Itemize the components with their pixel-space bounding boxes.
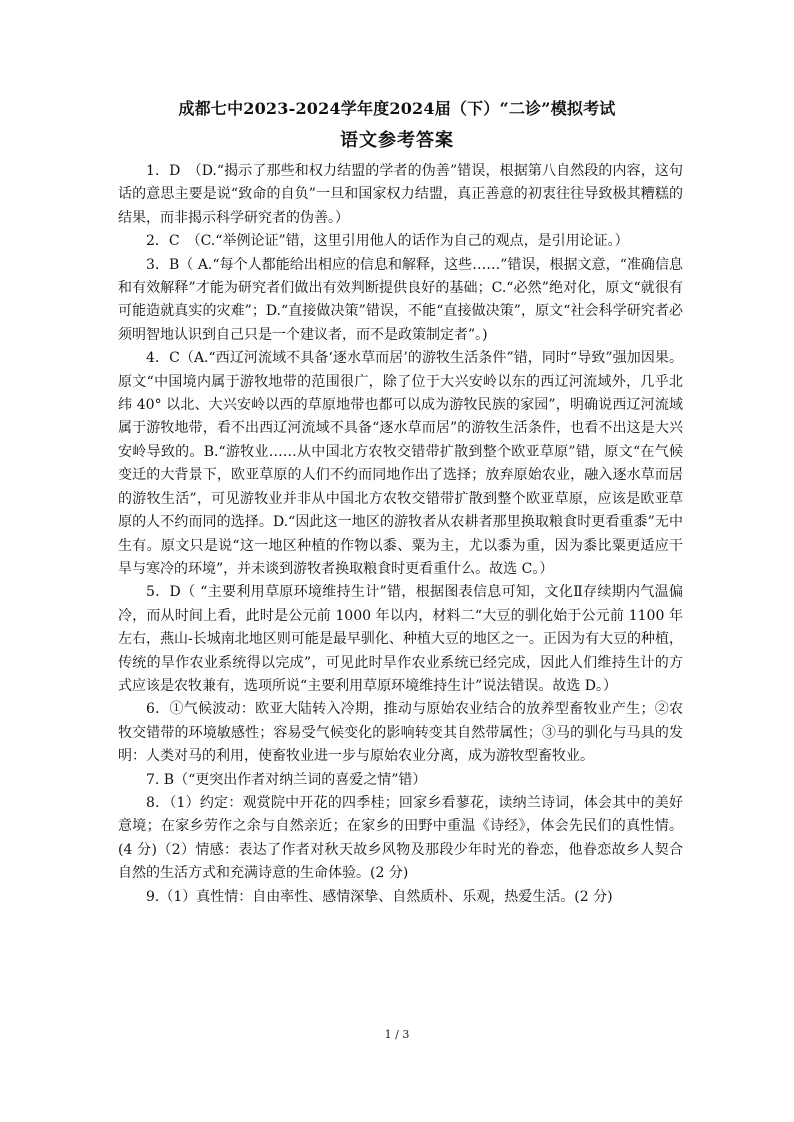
answer-1: 1．D （D.“揭示了那些和权力结盟的学者的伪善”错误，根据第八自然段的内容，这句话的意思主要是说“致命的自负”一旦和国家权力结盟，真正善意的初衷往往导致极其糟糕的结果，而非揭示科学研究者的伪善。） — [118, 163, 683, 226]
answer-list — [118, 160, 683, 909]
answer-5: 5．D（ “主要利用草原环境维持生计”错，根据图表信息可知，文化Ⅱ存续期内气温偏冷，而从时间上看，此时是公元前 1000 年以内，材料二“大豆的驯化始于公元前 1100 年左右，燕山-长城南北地区则可能是最早驯化、种植大豆的地区之一。正因为有大豆的种植，传统的旱作农业系统得以完成”，可见此时旱作农业系统已经完成，因此人们维持生计的方式应该是农牧兼有，选项所说“主要利用草原环境维持生计”说法错误。故选 D。） — [118, 584, 683, 694]
answer-2: 2．C （C.“举例论证”错，这里引用他人的话作为自己的观点，是引用论证。） — [146, 233, 629, 250]
document-subtitle: 语文参考答案 — [340, 130, 454, 151]
answer-6: 6．①气候波动：欧亚大陆转入冷期，推动与原始农业结合的放养型畜牧业产生；②农牧交错带的环境敏感性；容易受气候变化的影响转变其自然带属性；③马的驯化与马具的发明：人类对马的利用，使畜牧业进一步与原始农业分离，成为游牧型畜牧业。 — [118, 701, 683, 765]
answer-4: 4．C（A.“西辽河流域不具备‘逐水草而居’的游牧生活条件”错，同时“导致”强加因果。原文“中国境内属于游牧地带的范围很广，除了位于大兴安岭以东的西辽河流域外，几乎北纬 40° 以北、大兴安岭以西的草原地带也都可以成为游牧民族的家园”，明确说西辽河流域属于游牧地带，看不出西辽河流域不具备“逐水草而居”的游牧生活条件，也看不出这是大兴安岭导致的。B.“游牧业……从中国北方农牧交错带扩散到整个欧亚草原”错，原文“在气候变迁的大背景下，欧亚草原的人们不约而同地作出了选择；放弃原始农业，融入逐水草而居的游牧生活”，可见游牧业并非从中国北方农牧交错带扩散到整个欧亚草原，应该是欧亚草原的人不约而同的选择。D.“因此这一地区的游牧者从农耕者那里换取粮食时更看重黍”无中生有。原文只是说“这一地区种植的作物以黍、粟为主，尤以黍为重，因为黍比粟更适应干旱与寒冷的环境”，并未谈到游牧者换取粮食时更看重什么。故选 C。） — [118, 350, 683, 577]
answer-9: 9.（1）真性情：自由率性、感情深挚、自然质朴、乐观，热爱生活。(2 分) — [146, 888, 613, 905]
answer-8: 8．（1）约定：观赏院中开花的四季桂；回家乡看蓼花，读纳兰诗词，体会其中的美好意境；在家乡劳作之余与自然亲近；在家乡的田野中重温《诗经》，体会先民们的真性情。(4 分)（2）情感：表达了作者对秋天故乡风物及那段少年时光的眷恋，他眷恋故乡人契合自然的生活方式和充满诗意的生命体验。(2 分) — [118, 794, 683, 882]
document-title: 成都七中2023-2024学年度2024届（下）“二诊”模拟考试 — [178, 99, 616, 118]
answer-7: 7. B（“更突出作者对纳兰词的喜爱之情”错） — [146, 771, 427, 788]
answer-3: 3．B（ A.“每个人都能给出相应的信息和解释，这些……”错误，根据文意，“准确信息和有效解释”才能为研究者们做出有效判断提供良好的基础；C.“必然”绝对化，原文“就很有可能造就真实的灾难”；D.“直接做决策”错误，不能“直接做决策”，原文“社会科学研究者必须明智地认识到自己只是一个建议者，而不是政策制定者”。) — [118, 256, 683, 343]
page-number: 1 / 3 — [384, 1028, 410, 1041]
